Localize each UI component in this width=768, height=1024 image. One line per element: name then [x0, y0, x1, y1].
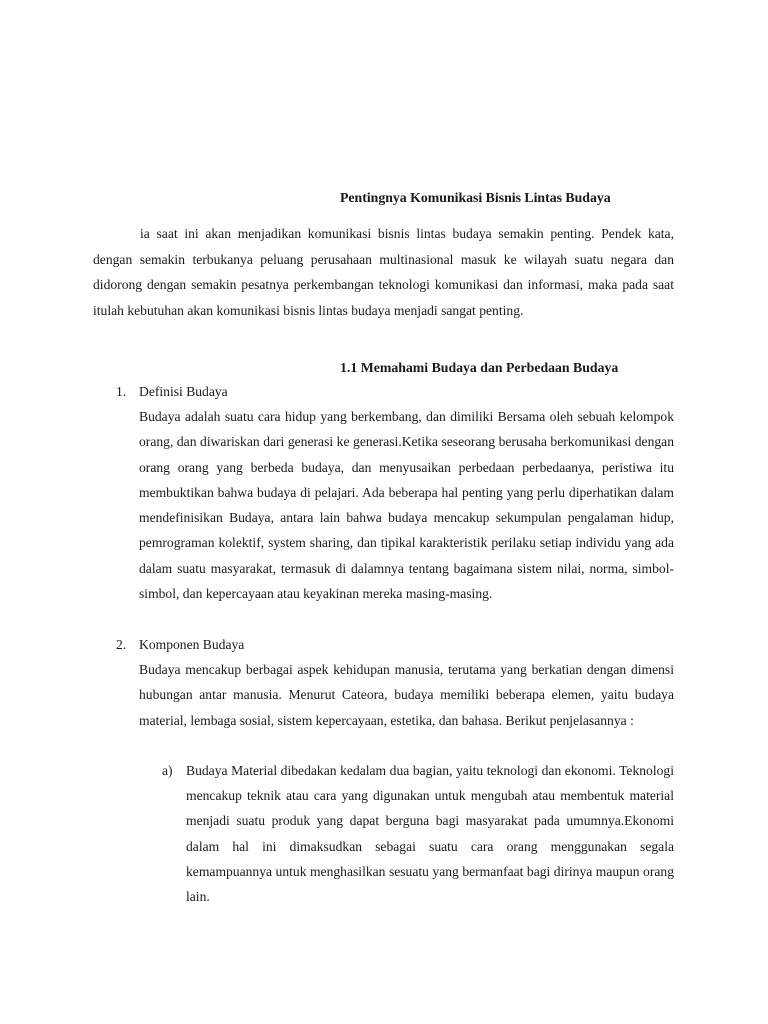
list-item-1-title: Definisi Budaya: [139, 384, 228, 399]
section-heading: 1.1 Memahami Budaya dan Perbedaan Budaya: [340, 360, 619, 375]
sub-item-a-body: Budaya Material dibedakan kedalam dua bagian, yaitu teknologi dan ekonomi. Teknologi mencakup teknik atau cara yang digunakan untuk mengubah atau membentuk material menjadi suatu produk yang dapat berguna bagi masyarakat pada umumnya.Ekonomi dalam hal ini dimaksudkan sebagai suatu cara orang menggunakan segala kemampuannya untuk menghasilkan sesuatu yang bermanfaat bagi dirinya maupun orang lain.: [186, 763, 674, 905]
list-item-2-body: Budaya mencakup berbagai aspek kehidupan manusia, terutama yang berkatian dengan dimensi hubungan antar manusia. Menurut Cateora, budaya memiliki beberapa elemen, yaitu budaya material, lembaga sosial, sistem kepercayaan, estetika, dan bahasa. Berikut penjelasannya :: [139, 662, 674, 728]
document-title: Pentingnya Komunikasi Bisnis Lintas Budaya: [340, 190, 611, 205]
sub-item-a-label: a): [162, 763, 173, 778]
list-item-1-body: Budaya adalah suatu cara hidup yang berkembang, dan dimiliki Bersama oleh sebuah kelompok orang, dan diwariskan dari generasi ke generasi.Ketika seseorang berusaha berkomunikasi dengan orang orang yang berbeda budaya, dan menyusaikan perbedaan perbedaanya, peristiwa itu membuktikan bahwa budaya di pelajari. Ada beberapa hal penting yang perlu diperhatikan dalam mendefinisikan Budaya, antara lain bahwa budaya mencakup sekumpulan pengalaman hidup, pemrograman kolektif, system sharing, dan tipikal karakteristik perilaku setiap individu yang ada dalam suatu masyarakat, termasuk di dalamnya tentang bagaimana sistem nilai, norma, simbol-simbol, dan kepercayaan atau keyakinan mereka masing-masing.: [139, 409, 674, 602]
intro-paragraph: ia saat ini akan menjadikan komunikasi bisnis lintas budaya semakin penting. Pendek kata, dengan semakin terbukanya peluang perusahaan multinasional masuk ke wilayah suatu negara dan didorong dengan semakin pesatnya perkembangan teknologi komunikasi dan informasi, maka pada saat itulah kebutuhan akan komunikasi bisnis lintas budaya menjadi sangat penting.: [93, 226, 674, 319]
list-item-2-number: 2.: [116, 637, 127, 652]
list-item-2-title: Komponen Budaya: [139, 637, 245, 652]
list-item-1-number: 1.: [116, 384, 127, 399]
